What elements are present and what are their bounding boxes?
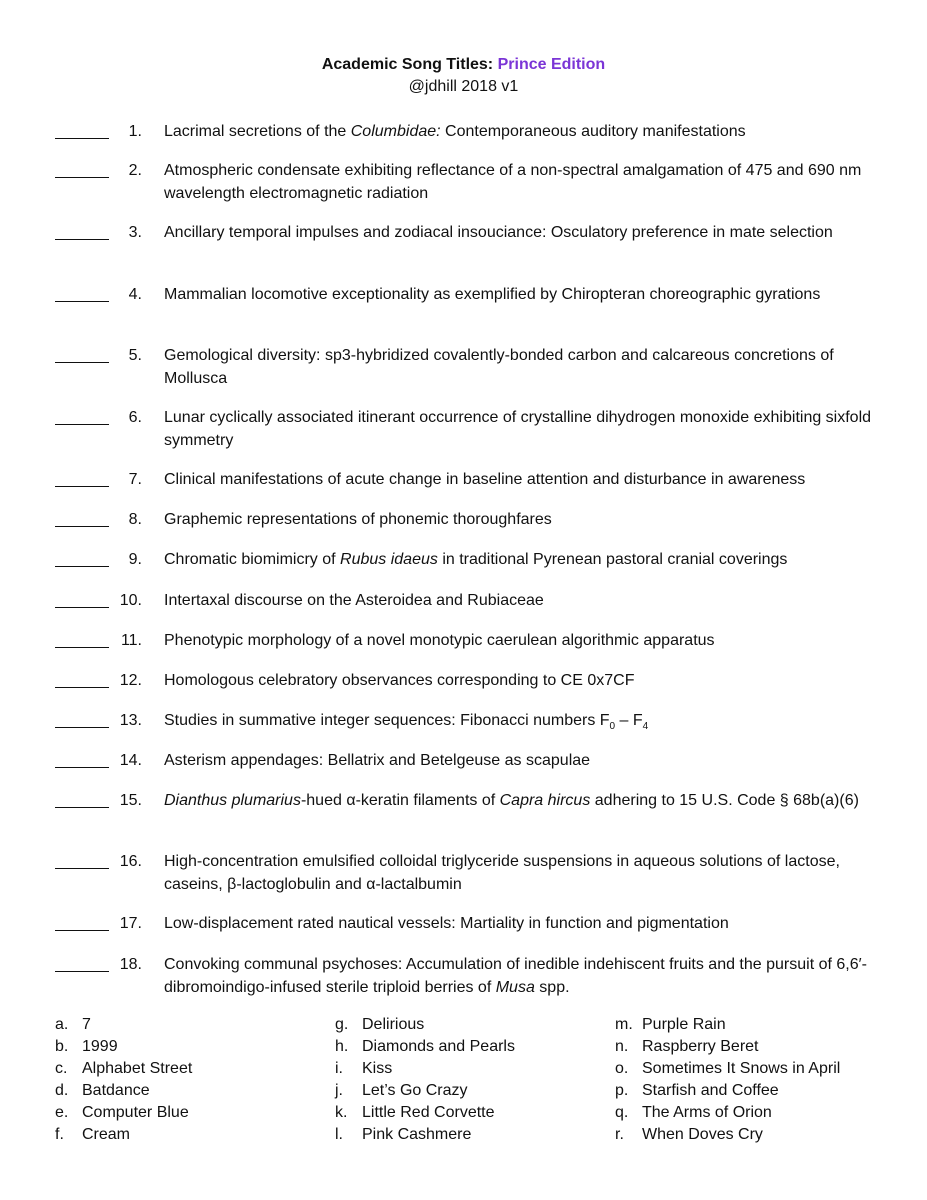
- text-segment: Asterism appendages: Bellatrix and Betelgeuse as scapulae: [164, 752, 591, 769]
- text-segment: High-concentration emulsified colloidal triglyceride suspensions in aqueous solutions of lactose, caseins, β-lactoglobulin and α-lactalbumin: [164, 853, 840, 893]
- question-number: 10.: [119, 592, 142, 609]
- song-title: Purple Rain: [642, 1016, 726, 1033]
- italic-term: Capra hircus: [499, 792, 591, 809]
- text-segment: Phenotypic morphology of a novel monotypic caerulean algorithmic apparatus: [164, 632, 715, 649]
- answer-letter: i.: [335, 1060, 343, 1077]
- question-number: 12.: [119, 672, 142, 689]
- song-title: 1999: [82, 1038, 118, 1055]
- answer-blank[interactable]: [55, 509, 109, 527]
- answer-blank[interactable]: [55, 407, 109, 425]
- question-text: [164, 590, 874, 613]
- song-title: When Doves Cry: [642, 1126, 763, 1143]
- answer-letter: l.: [335, 1126, 343, 1143]
- text-segment: Lunar cyclically associated itinerant occurrence of crystalline dihydrogen monoxide exhibiting sixfold symmetry: [164, 409, 872, 449]
- answer-letter: a.: [55, 1016, 69, 1033]
- question-text: [164, 670, 874, 693]
- question-text: [164, 509, 874, 532]
- question-number: 7.: [128, 471, 142, 488]
- answer-letter: n.: [615, 1038, 629, 1055]
- text-segment: – F: [615, 712, 643, 729]
- answer-blank[interactable]: [55, 222, 109, 240]
- question-text: [164, 954, 874, 999]
- question-text: [164, 913, 874, 936]
- answer-blank[interactable]: [55, 851, 109, 869]
- song-title: Alphabet Street: [82, 1060, 193, 1077]
- text-segment: Low-displacement rated nautical vessels: Martiality in function and pigmentation: [164, 915, 729, 932]
- question-text: [164, 160, 874, 205]
- subscript: 0: [609, 721, 616, 733]
- song-title: Cream: [82, 1126, 131, 1143]
- question-number: 6.: [128, 409, 142, 426]
- answer-letter: m.: [615, 1016, 633, 1033]
- answer-letter: o.: [615, 1060, 629, 1077]
- text-segment: Chromatic biomimicry of: [164, 551, 341, 568]
- text-segment: in traditional Pyrenean pastoral cranial coverings: [437, 551, 788, 568]
- answer-letter: h.: [335, 1038, 349, 1055]
- answer-blank[interactable]: [55, 670, 109, 688]
- song-title: Batdance: [82, 1082, 150, 1099]
- answer-letter: p.: [615, 1082, 629, 1099]
- subscript: 4: [642, 721, 649, 733]
- text-segment: Studies in summative integer sequences: Fibonacci numbers F: [164, 712, 610, 729]
- page-title: [0, 54, 927, 76]
- answer-letter: e.: [55, 1104, 69, 1121]
- question-number: 8.: [128, 511, 142, 528]
- page-subtitle: @jdhill 2018 v1: [408, 78, 519, 95]
- question-text: [164, 222, 874, 245]
- italic-term: Dianthus plumarius: [164, 792, 301, 809]
- text-segment: Graphemic representations of phonemic thoroughfares: [164, 511, 552, 528]
- text-segment: adhering to 15 U.S. Code § 68b(a)(6): [590, 792, 859, 809]
- text-segment: Clinical manifestations of acute change in baseline attention and disturbance in awareness: [164, 471, 806, 488]
- text-segment: -hued α-keratin filaments of: [300, 792, 500, 809]
- question-number: 5.: [128, 347, 142, 364]
- question-number: 4.: [128, 286, 142, 303]
- answer-blank[interactable]: [55, 284, 109, 302]
- song-title: Pink Cashmere: [362, 1126, 472, 1143]
- answer-blank[interactable]: [55, 750, 109, 768]
- text-segment: Contemporaneous auditory manifestations: [440, 123, 746, 140]
- song-title: The Arms of Orion: [642, 1104, 772, 1121]
- title-main: Academic Song Titles:: [321, 56, 494, 73]
- song-title: Sometimes It Snows in April: [642, 1060, 841, 1077]
- answer-letter: r.: [615, 1126, 624, 1143]
- answer-blank[interactable]: [55, 549, 109, 567]
- answer-letter: g.: [335, 1016, 349, 1033]
- question-number: 15.: [119, 792, 142, 809]
- question-number: 2.: [128, 162, 142, 179]
- question-text: [164, 851, 874, 896]
- question-number: 16.: [119, 853, 142, 870]
- answer-letter: j.: [335, 1082, 343, 1099]
- answer-letter: b.: [55, 1038, 69, 1055]
- answer-letter: f.: [55, 1126, 64, 1143]
- question-text: [164, 630, 874, 653]
- song-title: Computer Blue: [82, 1104, 189, 1121]
- text-segment: Gemological diversity: sp3-hybridized covalently-bonded carbon and calcareous concretions of Mollusca: [164, 347, 834, 387]
- italic-term: Rubus idaeus: [340, 551, 438, 568]
- answer-blank[interactable]: [55, 790, 109, 808]
- song-title: Starfish and Coffee: [642, 1082, 779, 1099]
- question-text: [164, 121, 874, 144]
- song-title: 7: [82, 1016, 91, 1033]
- question-text: [164, 345, 874, 390]
- question-number: 17.: [119, 915, 142, 932]
- question-text: [164, 407, 874, 452]
- italic-term: Columbidae:: [350, 123, 441, 140]
- question-number: 11.: [120, 632, 142, 649]
- answer-letter: k.: [335, 1104, 348, 1121]
- question-number: 18.: [119, 956, 142, 973]
- worksheet-header: [0, 54, 927, 98]
- answer-blank[interactable]: [55, 121, 109, 139]
- question-number: 13.: [119, 712, 142, 729]
- answer-blank[interactable]: [55, 710, 109, 728]
- question-text: [164, 790, 874, 813]
- song-title: Raspberry Beret: [642, 1038, 759, 1055]
- answer-blank[interactable]: [55, 590, 109, 608]
- text-segment: Intertaxal discourse on the Asteroidea and Rubiaceae: [164, 592, 544, 609]
- answer-letter: c.: [55, 1060, 68, 1077]
- answer-letter: q.: [615, 1104, 629, 1121]
- question-text: [164, 469, 874, 492]
- answer-blank[interactable]: [55, 954, 109, 972]
- question-text: [164, 284, 874, 307]
- italic-term: Musa: [495, 978, 535, 996]
- song-title: Let’s Go Crazy: [362, 1082, 468, 1099]
- text-segment: Mammalian locomotive exceptionality as exemplified by Chiropteran choreographic gyrations: [164, 286, 821, 303]
- answer-letter: d.: [55, 1082, 69, 1099]
- song-title: Kiss: [362, 1060, 393, 1077]
- song-title: Diamonds and Pearls: [362, 1038, 515, 1055]
- song-title: Little Red Corvette: [362, 1104, 495, 1121]
- question-number: 1.: [128, 123, 142, 140]
- song-title: Delirious: [362, 1016, 425, 1033]
- answer-blank[interactable]: [55, 160, 109, 178]
- text-segment: Lacrimal secretions of the: [164, 123, 351, 140]
- question-text: [164, 710, 874, 739]
- answer-blank[interactable]: [55, 630, 109, 648]
- text-segment: spp.: [534, 978, 570, 996]
- question-text: [164, 750, 874, 773]
- question-number: 3.: [128, 224, 142, 241]
- text-segment: Convoking communal psychoses: Accumulation of inedible indehiscent fruits and the pursuit of 6,6′-dibromoindigo-infused sterile triploid berries of: [164, 956, 867, 996]
- title-accent: Prince Edition: [497, 56, 606, 73]
- answer-blank[interactable]: [55, 913, 109, 931]
- text-segment: Atmospheric condensate exhibiting reflectance of a non-spectral amalgamation of 475 and 690 nm wavelength electromagnetic radiation: [164, 162, 862, 202]
- answer-blank[interactable]: [55, 345, 109, 363]
- question-text: [164, 549, 874, 572]
- text-segment: Homologous celebratory observances corresponding to CE 0x7CF: [164, 672, 635, 689]
- question-number: 9.: [128, 551, 142, 568]
- text-segment: Ancillary temporal impulses and zodiacal insouciance: Osculatory preference in mate selection: [164, 224, 833, 241]
- answer-blank[interactable]: [55, 469, 109, 487]
- question-number: 14.: [119, 752, 142, 769]
